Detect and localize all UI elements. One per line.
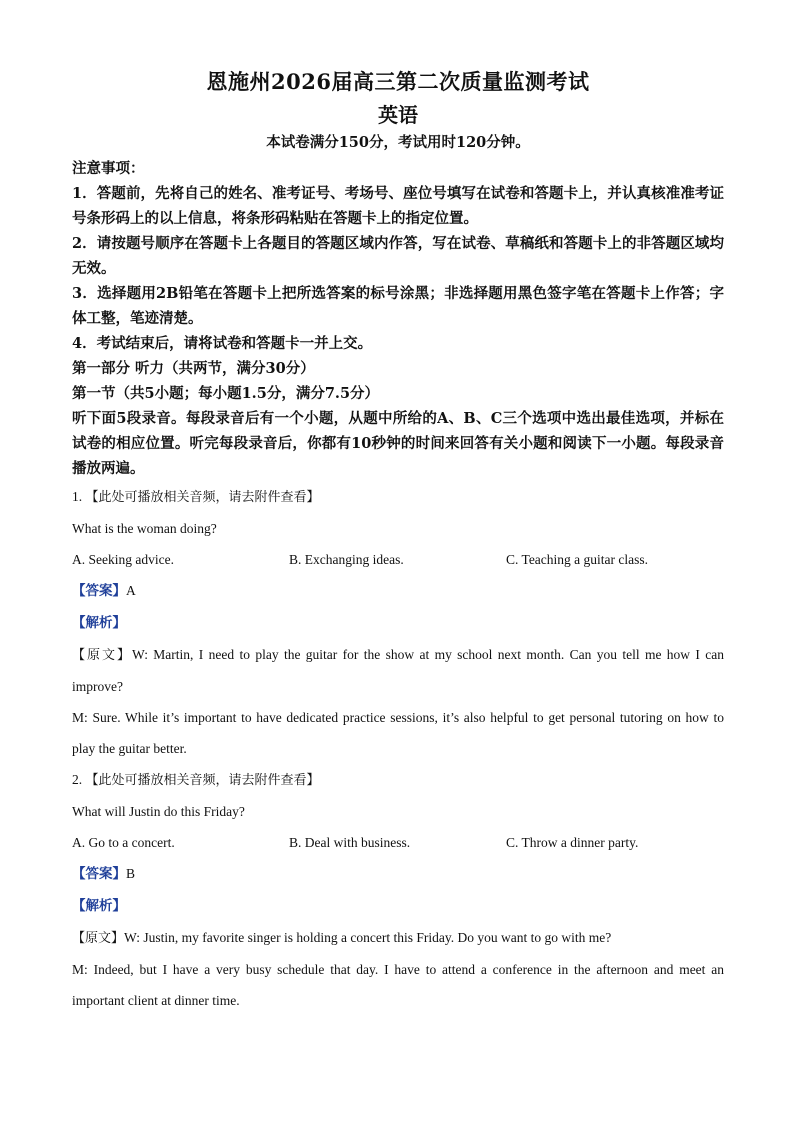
analysis-line [72,607,724,639]
answer-label: 【答案】 [72,866,126,882]
notice-item: 4．考试结束后，请将试卷和答题卡一并上交。 [72,335,373,352]
option-b: B. Deal with business. [289,835,411,850]
option-a: A. Go to a concert. [72,835,175,850]
option-c: C. Throw a dinner party. [506,835,639,850]
exam-info: 本试卷满分150分，考试用时120分钟。 [266,134,530,151]
options-row [72,544,724,575]
part-heading: 第一部分 听力（共两节，满分30分） [72,360,315,377]
answer-value: B [126,866,136,881]
notice-item: 3．选择题用2B铅笔在答题卡上把所选答案的标号涂黑；非选择题用黑色签字笔在答题卡上作答；字体工整，笔迹清楚。 [72,285,724,327]
options-row [72,827,724,858]
question-block [72,481,724,764]
transcript-text: W: Justin, my favorite singer is holding a concert this Friday. Do you want to go with me? [124,930,612,945]
subject-title: 英语 [378,103,418,127]
question-number: 1. [72,489,83,504]
question-number: 2. [72,772,83,787]
listening-instructions: 听下面5段录音。每段录音后有一个小题，从题中所给的A、B、C三个选项中选出最佳选项，并标在试卷的相应位置。听完每段录音后，你都有10秒钟的时间来回答有关小题和阅读下一小题。每段录音播放两遍。 [72,410,724,477]
question-text: What will Justin do this Friday? [72,804,245,819]
transcript-line: M: Indeed, but I have a very busy schedule that day. I have to attend a conference in the afternoon and meet an important client at dinner time. [72,962,724,1008]
question-audio-line [72,764,724,796]
answer-value: A [126,583,136,598]
answer-line [72,575,724,607]
analysis-line [72,890,724,922]
question-text: What is the woman doing? [72,521,217,536]
notice-heading: 注意事项： [72,160,145,177]
original-label: 【原文】 [72,931,125,946]
answer-label: 【答案】 [72,583,126,599]
notice-item: 2．请按题号顺序在答题卡上各题目的答题区域内作答，写在试卷、草稿纸和答题卡上的非答题区域均无效。 [72,235,724,277]
analysis-label: 【解析】 [72,615,126,631]
document-title: 恩施州2026届高三第二次质量监测考试 [206,69,590,94]
notice-item: 1．答题前，先将自己的姓名、准考证号、考场号、座位号填写在试卷和答题卡上，并认真核准准考证号条形码上的以上信息，将条形码粘贴在答题卡上的指定位置。 [72,185,724,227]
question-audio-line [72,481,724,513]
analysis-label: 【解析】 [72,898,126,914]
transcript-line: M: Sure. While it’s important to have dedicated practice sessions, it’s also helpful to get personal tutoring on how to play the guitar better. [72,710,724,756]
option-c: C. Teaching a guitar class. [506,552,649,567]
audio-link[interactable]: 【此处可播放相关音频，请去附件查看】 [85,773,320,788]
transcript-line [72,922,724,954]
audio-link[interactable]: 【此处可播放相关音频，请去附件查看】 [85,490,320,505]
transcript-line [72,639,724,702]
question-block [72,764,724,1016]
option-a: A. Seeking advice. [72,552,174,567]
original-label: 【原文】 [72,648,132,663]
transcript-text: W: Martin, I need to play the guitar for the show at my school next month. Can you tell me how I can improve? [72,647,724,694]
option-b: B. Exchanging ideas. [289,552,404,567]
answer-line [72,858,724,890]
section-heading: 第一节（共5小题；每小题1.5分，满分7.5分） [72,385,380,402]
document-page [72,64,724,1016]
